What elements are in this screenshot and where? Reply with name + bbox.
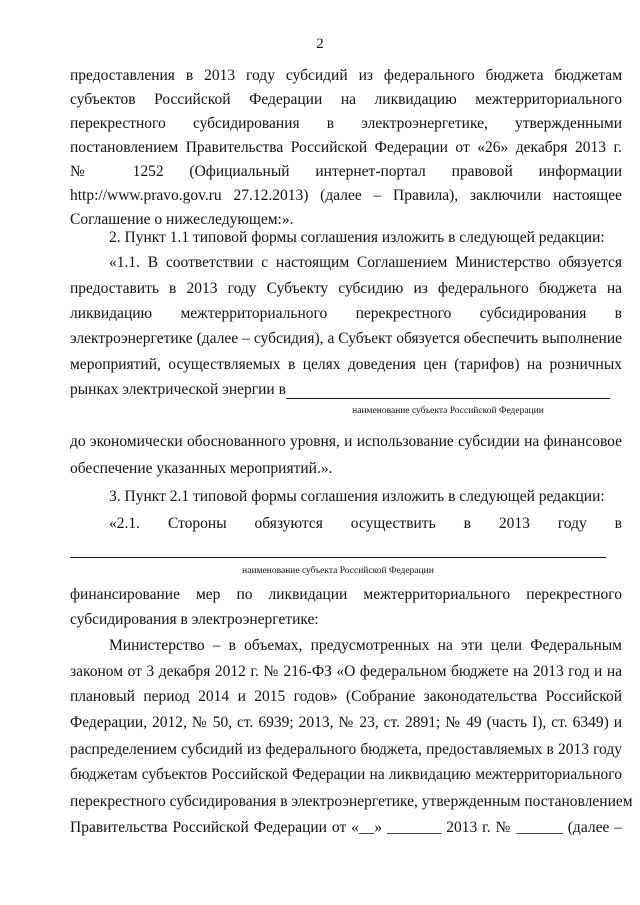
text-line: субъектов Российской Федерации на ликвидацию межтерриториального [70,91,622,108]
text-line: Министерство – в объемах, предусмотренных на эти цели Федеральным [109,637,622,654]
text-line: до экономически обоснованного уровня, и использование субсидии на финансовое [70,433,622,450]
text-line: Соглашение о нижеследующем:». [70,211,294,228]
text-line: мероприятий, осуществляемых в целях доведения цен (тарифов) на розничных [70,356,622,373]
text-line: № 1252 (Официальный интернет-портал правовой информации [70,163,622,180]
text-line: электроэнергетике (далее – субсидия), а Субъект обязуется обеспечить выполнение [70,330,622,347]
text-line: бюджетам субъектов Российской Федерации на ликвидацию межтерриториального [70,766,622,783]
text-line: перекрестного субсидирования в электроэнергетике, утвержденным постановлением [70,793,633,810]
fill-in-line [70,557,606,558]
text-line: рынках электрической энергии в [70,381,286,398]
text-line: предоставить в 2013 году Субъекту субсидию из федерального бюджета на [70,280,622,297]
text-line: перекрестного субсидирования в электроэнергетике, утвержденными [70,115,622,132]
text-line: http://www.pravo.gov.ru 27.12.2013) (далее – Правила), заключили настоящее [70,187,622,204]
text-line: субсидирования в электроэнергетике: [70,611,319,628]
text-line: распределением субсидий из федерального бюджета, предоставляемых в 2013 году [70,741,622,758]
text-line: 3. Пункт 2.1 типовой формы соглашения изложить в следующей редакции: [109,488,605,505]
field-caption: наименование субъекта Российской Федерации [352,406,544,416]
text-line: ликвидацию межтерриториального перекрестного субсидирования в [70,305,622,322]
text-line: Федерации, 2012, № 50, ст. 6939; 2013, № 23, ст. 2891; № 49 (часть I), ст. 6349) и [70,714,622,731]
page-number: 2 [316,36,324,52]
text-line: «1.1. В соответствии с настоящим Соглашением Министерство обязуется [109,254,622,271]
text-line: обеспечение указанных мероприятий.». [70,460,333,477]
field-caption: наименование субъекта Российской Федерации [242,566,434,576]
text-line: 2. Пункт 1.1 типовой формы соглашения изложить в следующей редакции: [109,229,605,246]
text-line: Правительства Российской Федерации от «__» _______ 2013 г. № ______ (далее – [70,819,622,836]
text-line: постановлением Правительства Российской Федерации от «26» декабря 2013 г. [70,139,622,156]
text-line: предоставления в 2013 году субсидий из федерального бюджета бюджетам [70,67,622,84]
fill-in-line [286,398,610,399]
text-line: законом от 3 декабря 2012 г. № 216-ФЗ «О федеральном бюджете на 2013 год и на [70,663,622,680]
text-line: финансирование мер по ликвидации межтерриториального перекрестного [70,586,622,603]
text-line: плановый период 2014 и 2015 годов» (Собрание законодательства Российской [70,688,622,705]
text-line: «2.1. Стороны обязуются осуществить в 2013 году в [109,515,622,532]
